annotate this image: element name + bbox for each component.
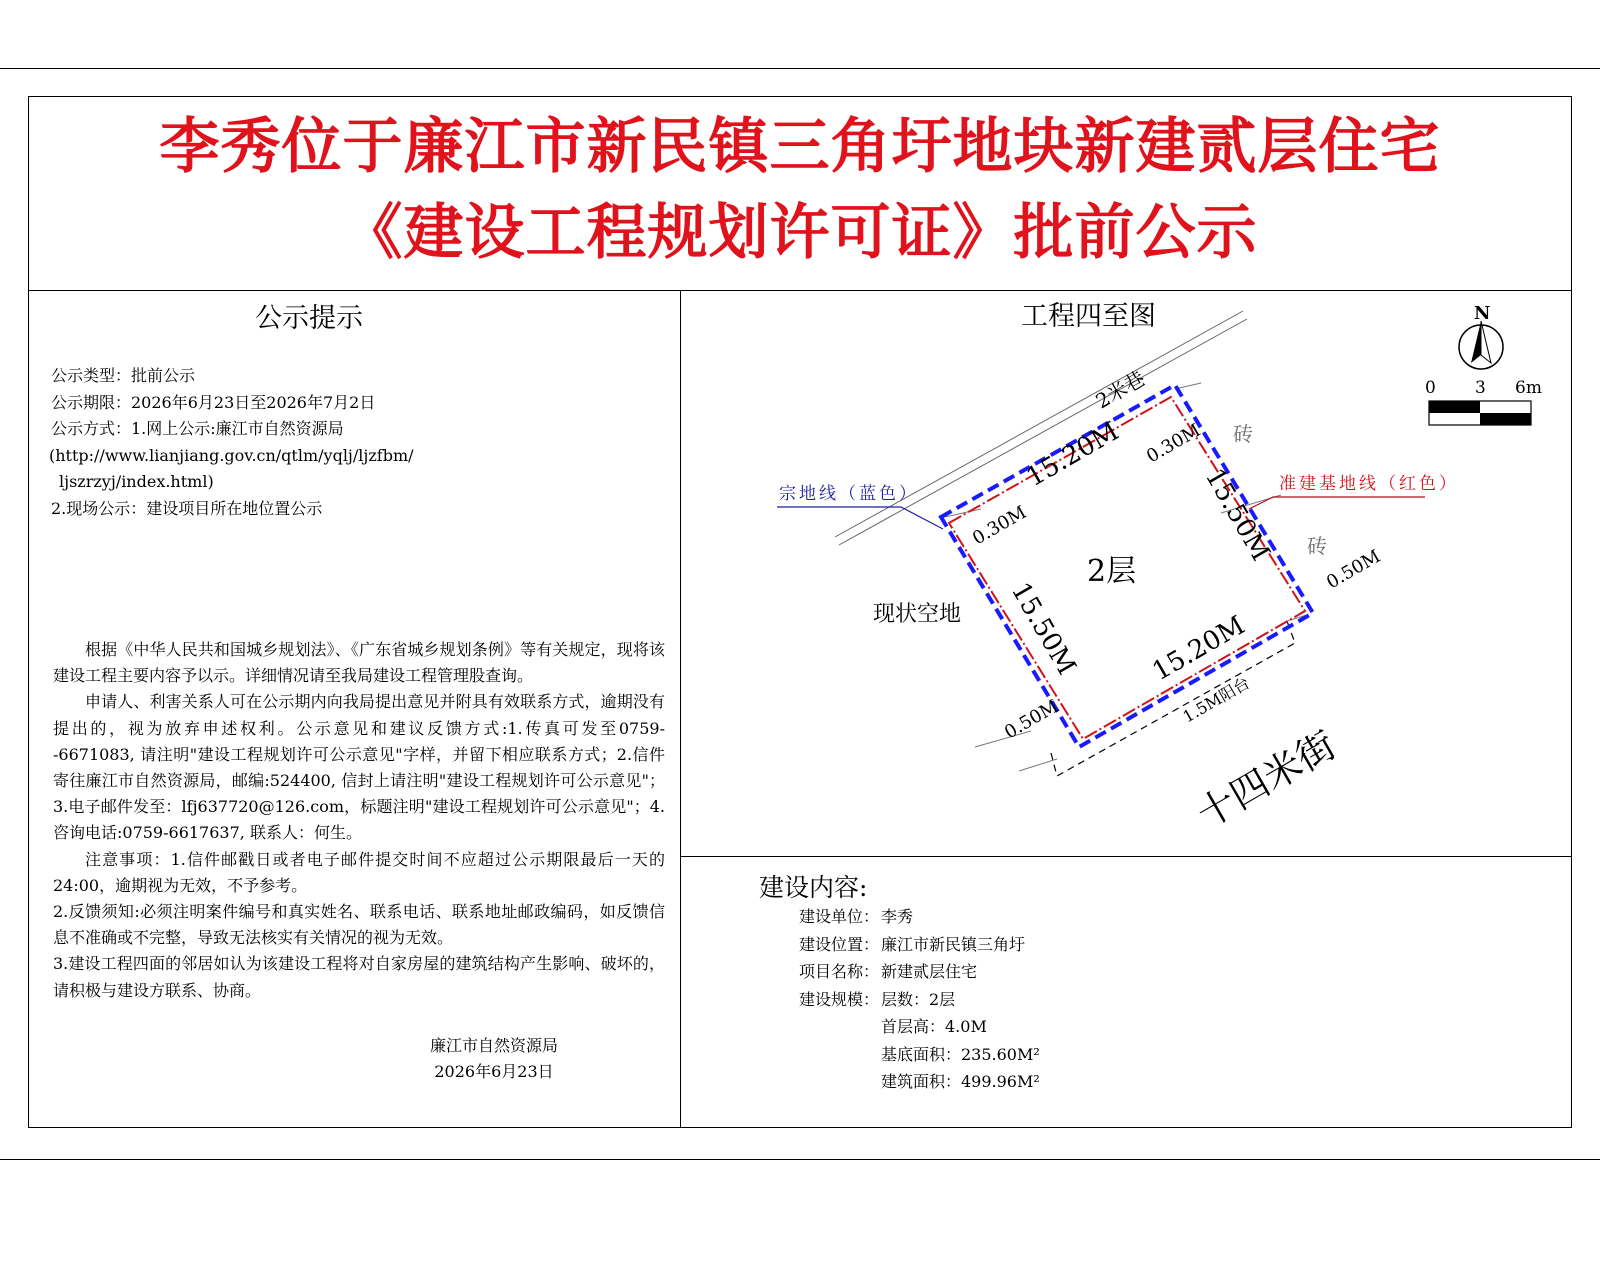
location-label: 建设位置： — [799, 934, 880, 954]
street-edge-line — [1019, 759, 1057, 771]
project-label: 项目名称： — [799, 962, 880, 981]
notice-url-line-1[interactable]: (http://www.lianjiang.gov.cn/qtlm/yqlj/ljzfbm/ — [49, 445, 414, 465]
map-heading: 工程四至图 — [1021, 301, 1156, 332]
notice-method-2: 2.现场公示：建设项目所在地位置公示 — [51, 498, 323, 518]
brick-label-1: 砖 — [1233, 422, 1253, 446]
title-line-2: 《建设工程规划许可证》批前公示 — [342, 198, 1258, 268]
notice-body — [53, 637, 665, 1004]
sign-date: 2026年6月23日 — [434, 1062, 554, 1081]
unit-label: 建设单位： — [799, 907, 880, 926]
project-value: 新建贰层住宅 — [881, 962, 978, 981]
first-floor-height: 首层高：4.0M — [881, 1017, 987, 1036]
scale-label: 建设规模： — [799, 989, 880, 1009]
content-row-location — [799, 931, 1025, 959]
offset-left-bottom: 0.50M — [1001, 695, 1063, 744]
dim-top: 15.20M — [1021, 416, 1125, 494]
dim-left: 15.50M — [1004, 577, 1082, 681]
street-label: 十四米街 — [1189, 722, 1344, 837]
blue-legend-leader — [777, 507, 943, 529]
notice-type: 公示类型：批前公示 — [51, 366, 196, 385]
blue-legend-label: 宗地线（蓝色） — [779, 484, 919, 504]
notice-paragraph-requirements: 2.反馈须知:必须注明案件编号和真实姓名、联系电话、联系地址邮政编码，如反馈信息不准确或不完整，导致无法核实有关情况的视为无效。 — [53, 902, 665, 948]
north-arrow-icon — [1459, 321, 1503, 369]
red-legend-label: 准建基地线（红色） — [1279, 474, 1459, 494]
notice-url-line-2[interactable]: ljszrzyj/index.html) — [59, 472, 214, 491]
content-row-unit — [799, 903, 913, 931]
content-row-scale — [799, 986, 955, 1014]
notice-paragraph-legal: 根据《中华人民共和国城乡规划法》、《广东省城乡规划条例》等有关规定，现将该建设工程主要内容予以示。详细情况请至我局建设工程管理股查询。 — [53, 640, 665, 686]
lane-label: 2米巷 — [1091, 366, 1150, 414]
scale-label-3: 3 — [1475, 378, 1486, 398]
site-map — [681, 291, 1569, 855]
notice-method-1: 公示方式：1.网上公示:廉江市自然资源局 — [51, 419, 344, 438]
content-row-project — [799, 958, 977, 986]
notice-paragraph-feedback: 申请人、利害关系人可在公示期内向我局提出意见并附具有效联系方式，逾期没有提出的，视为放弃申述权利。公示意见和建议反馈方式:1.传真可发至0759--6671083, 请注明"建设工程规划许可公示意见"字样，并留下相应联系方式；2.信件寄往廉江市自然资源局，邮编:524400, 信封上请注明"建设工程规划许可公示意见"； 3.电子邮件发至：lfj637720@126.com，标题注明"建设工程规划许可公示意见"；4.咨询电话:0759-6617637, 联系人：何生。 — [53, 692, 665, 843]
base-area: 基底面积：235.60M² — [881, 1044, 1040, 1064]
dim-bottom: 15.20M — [1147, 610, 1251, 688]
location-value: 廉江市新民镇三角圩 — [881, 934, 1026, 954]
title-banner — [29, 97, 1571, 291]
floors-value: 层数：2层 — [881, 989, 956, 1009]
balcony-label: 1.5M阳台 — [1179, 673, 1253, 727]
dim-right: 15.50M — [1198, 463, 1276, 567]
red-legend-leader — [1249, 497, 1425, 509]
notice-period: 公示期限：2026年6月23日至2026年7月2日 — [51, 392, 376, 412]
scale-bar — [1429, 401, 1531, 425]
content-heading: 建设内容: — [759, 873, 868, 902]
notice-paragraph-attention: 注意事项：1.信件邮戳日或者电子邮件提交时间不应超过公示期限最后一天的24:00，逾期视为无效，不予参考。 — [53, 849, 665, 895]
vacant-land-label: 现状空地 — [873, 602, 962, 627]
site-map-panel — [681, 291, 1571, 857]
unit-value: 李秀 — [881, 907, 914, 926]
offset-top-right: 0.30M — [1143, 419, 1205, 468]
floors-label: 2层 — [1087, 554, 1137, 589]
notice-paragraph-neighbors: 3.建设工程四面的邻居如认为该建设工程将对自家房屋的建筑结构产生影响、破坏的，请积极与建设方联系、协商。 — [53, 954, 665, 1000]
building-area: 建筑面积：499.96M² — [881, 1072, 1040, 1091]
signer: 廉江市自然资源局 — [429, 1036, 558, 1055]
offset-right: 0.50M — [1323, 545, 1385, 594]
offset-left-top: 0.30M — [969, 501, 1031, 550]
notice-board — [28, 96, 1572, 1128]
notice-info — [51, 363, 414, 522]
scale-label-0: 0 — [1425, 378, 1436, 398]
scale-label-6: 6m — [1515, 378, 1542, 398]
construction-content-panel — [681, 857, 1571, 1127]
brick-label-2: 砖 — [1307, 534, 1327, 558]
title-line-1: 李秀位于廉江市新民镇三角圩地块新建贰层住宅 — [159, 112, 1441, 182]
notice-heading: 公示提示 — [255, 303, 363, 334]
north-label: N — [1474, 303, 1491, 324]
